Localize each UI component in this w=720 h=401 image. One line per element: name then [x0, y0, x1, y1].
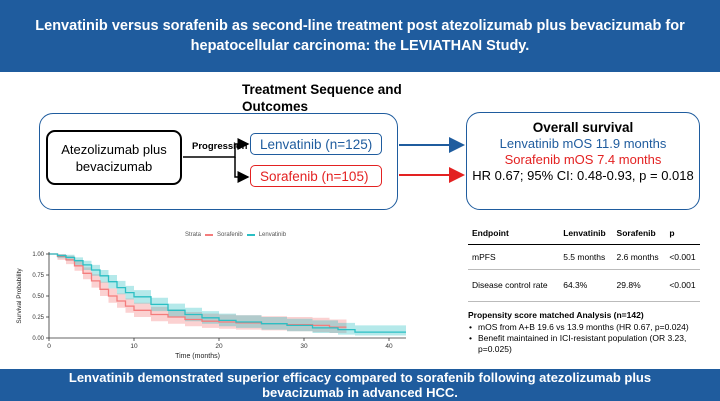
table-cell: mPFS	[468, 244, 559, 269]
lenvatinib-arm-box	[250, 133, 382, 155]
table-cell: 64.3%	[559, 269, 612, 301]
progression-label: Progression	[192, 141, 248, 152]
table-cell: 29.8%	[613, 269, 666, 301]
sequence-title: Treatment Sequence and Outcomes	[242, 82, 402, 114]
table-header: p	[665, 222, 700, 244]
table-cell: <0.001	[665, 244, 700, 269]
table-cell: Disease control rate	[468, 269, 559, 301]
x-tick-label: 10	[130, 343, 138, 350]
table-cell: <0.001	[665, 269, 700, 301]
table-row	[468, 244, 700, 269]
y-tick-label: 0.25	[32, 315, 44, 321]
first-line-label: Atezolizumab plus bevacizumab	[61, 141, 167, 174]
psm-section	[468, 310, 708, 355]
os-sorafenib: Sorafenib mOS 7.4 months	[504, 152, 662, 167]
table-cell: 5.5 months	[559, 244, 612, 269]
legend-swatch-sorafenib	[205, 234, 213, 236]
km-legend	[185, 232, 286, 238]
y-axis-label: Survival Probability	[16, 268, 23, 324]
legend-lenvatinib: Lenvatinib	[258, 232, 287, 238]
conclusion-banner	[0, 369, 720, 401]
y-tick-label: 0.75	[32, 273, 44, 279]
y-tick-label: 0.50	[32, 294, 44, 300]
overall-survival-panel	[466, 112, 700, 210]
x-tick-label: 20	[215, 343, 223, 350]
x-tick-label: 0	[47, 343, 51, 350]
y-tick-label: 0.00	[32, 336, 44, 342]
legend-title: Strata	[185, 232, 202, 238]
table-header: Lenvatinib	[559, 222, 612, 244]
os-title: Overall survival	[532, 120, 634, 135]
results-table	[468, 222, 700, 302]
x-tick-label: 40	[385, 343, 393, 350]
page-title: Lenvatinib versus sorafenib as second-line treatment post atezolizumab plus bevacizumab for hepatocellular carcinoma: the LEVIATHAN Study.	[35, 18, 685, 54]
psm-title: Propensity score matched Analysis (n=142)	[468, 310, 644, 320]
os-lenvatinib: Lenvatinib mOS 11.9 months	[499, 136, 667, 151]
table-header-row	[468, 222, 700, 244]
sorafenib-arm-box	[250, 165, 382, 187]
title-banner	[0, 0, 720, 72]
list-item: • mOS from A+B 19.6 vs 13.9 months (HR 0.67, p=0.024)	[468, 322, 708, 333]
table-row	[468, 269, 700, 301]
x-axis-label: Time (months)	[175, 353, 220, 360]
first-line-box	[46, 130, 182, 185]
conclusion-text: Lenvatinib demonstrated superior efficacy compared to sorafenib following atezolizumab plus bevacizumab in advanced HCC.	[68, 370, 652, 400]
sorafenib-arm-label: Sorafenib (n=105)	[260, 168, 369, 184]
table-header: Sorafenib	[613, 222, 666, 244]
list-item: • Benefit maintained in ICI-resistant population (OR 3.23, p=0.025)	[468, 333, 708, 355]
km-chart	[14, 243, 414, 363]
x-tick-label: 30	[300, 343, 308, 350]
table-cell: 2.6 months	[613, 244, 666, 269]
psm-list	[468, 322, 708, 355]
legend-swatch-lenvatinib	[247, 234, 255, 236]
lenvatinib-arm-label: Lenvatinib (n=125)	[260, 136, 373, 152]
legend-sorafenib: Sorafenib	[217, 232, 243, 238]
table-header: Endpoint	[468, 222, 559, 244]
os-hazard-ratio: HR 0.67; 95% CI: 0.48-0.93, p = 0.018	[472, 168, 694, 183]
y-tick-label: 1.00	[32, 252, 44, 258]
